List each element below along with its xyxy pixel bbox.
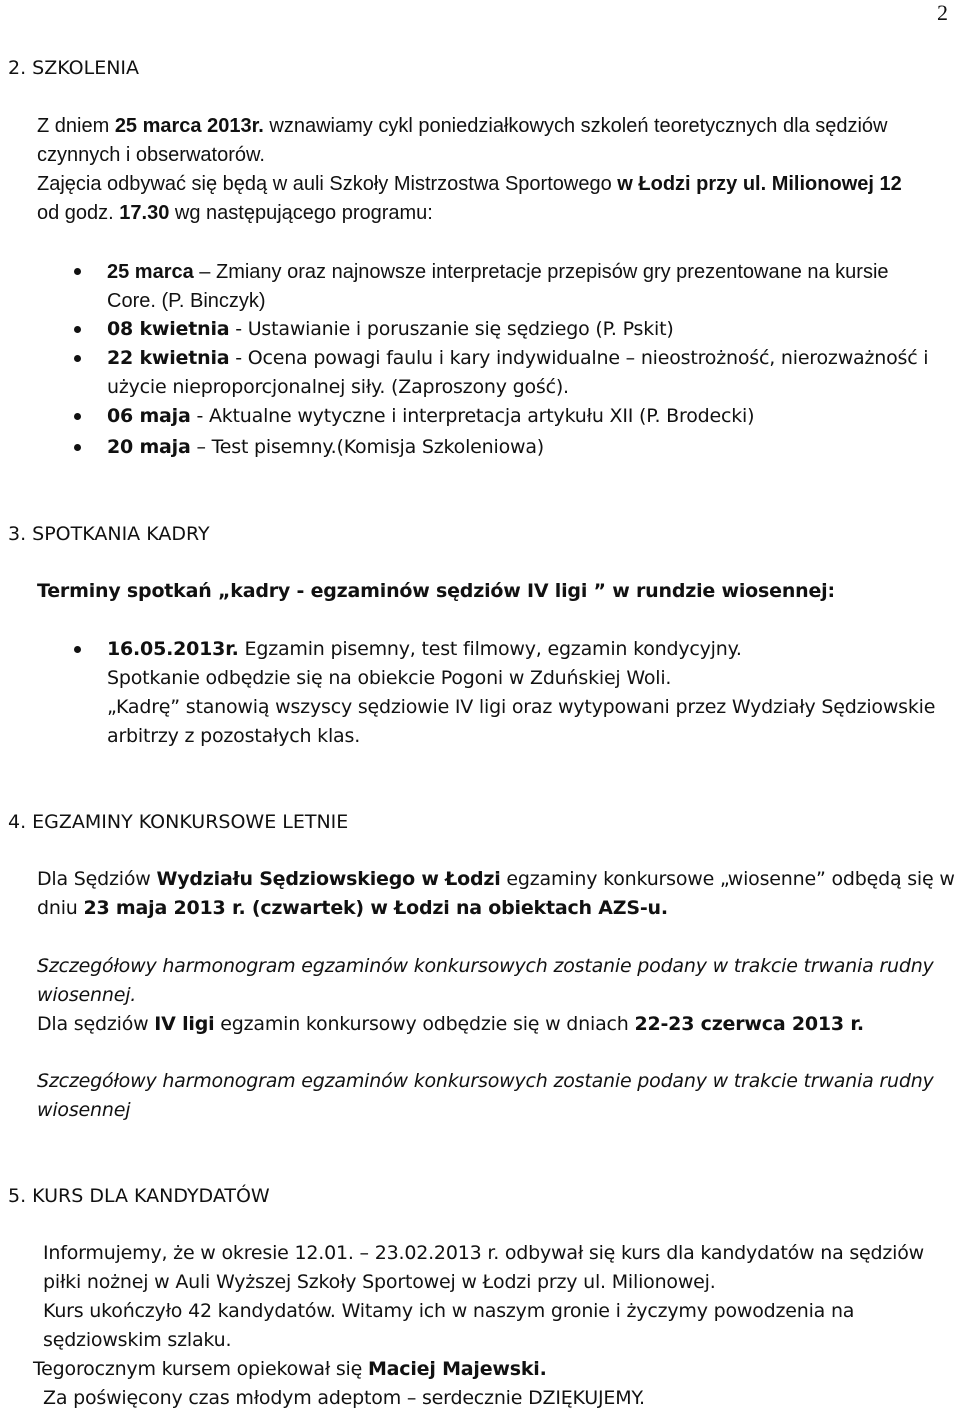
bullet-icon	[74, 326, 81, 333]
bullet-icon	[74, 355, 81, 362]
page-number: 2	[937, 0, 948, 25]
s5-line-1: Informujemy, że w okresie 12.01. – 23.02.2013 r. odbywał się kurs dla kandydatów na sędziów	[43, 1242, 925, 1264]
s2-para-line-1: Z dniem 25 marca 2013r. wznawiamy cykl poniedziałkowych szkoleń teoretycznych dla sędziów	[37, 115, 888, 137]
s5-line-2: piłki nożnej w Auli Wyższej Szkoły Sportowej w Łodzi przy ul. Milionowej.	[43, 1271, 716, 1293]
s3-line-4: arbitrzy z pozostałych klas.	[107, 725, 361, 747]
bullet-icon	[74, 444, 81, 451]
s2-para-line-4: od godz. 17.30 wg następującego programu:	[37, 202, 433, 224]
bullet-icon	[74, 646, 81, 653]
s4-line-1: Dla Sędziów Wydziału Sędziowskiego w Łodzi egzaminy konkursowe „wiosenne” odbędą się w	[37, 868, 955, 890]
section-5-heading: 5. KURS DLA KANDYDATÓW	[8, 1185, 270, 1207]
s4-line-6: Szczegółowy harmonogram egzaminów konkursowych zostanie podany w trakcie trwania rudny	[37, 1070, 934, 1092]
bullet-icon	[74, 268, 81, 275]
s2-para-line-3: Zajęcia odbywać się będą w auli Szkoły Mistrzostwa Sportowego w Łodzi przy ul. Milionowej 12	[37, 173, 902, 195]
s3-subheading: Terminy spotkań „kadry - egzaminów sędziów IV ligi ” w rundzie wiosennej:	[37, 580, 835, 602]
section-3-heading: 3. SPOTKANIA KADRY	[8, 523, 210, 545]
s5-line-5: Tegorocznym kursem opiekował się Maciej Majewski.	[33, 1358, 547, 1380]
s5-line-6: Za poświęcony czas młodym adeptom – serdecznie DZIĘKUJEMY.	[43, 1387, 645, 1409]
section-4-heading: 4. EGZAMINY KONKURSOWE LETNIE	[8, 811, 349, 833]
s4-line-3: Szczegółowy harmonogram egzaminów konkursowych zostanie podany w trakcie trwania rudny	[37, 955, 934, 977]
s4-line-2: dniu 23 maja 2013 r. (czwartek) w Łodzi na obiektach AZS-u.	[37, 897, 668, 919]
s3-line-3: „Kadrę” stanowią wszyscy sędziowie IV ligi oraz wytypowani przez Wydziały Sędziowskie	[107, 696, 936, 718]
s2-para-line-2: czynnych i obserwatorów.	[37, 144, 265, 166]
s3-item: 16.05.2013r. Egzamin pisemny, test filmowy, egzamin kondycyjny.	[107, 638, 742, 660]
s4-line-7: wiosennej	[37, 1099, 131, 1121]
bullet-icon	[74, 413, 81, 420]
section-2-heading: 2. SZKOLENIA	[8, 57, 140, 79]
s5-line-4: sędziowskim szlaku.	[43, 1329, 232, 1351]
s5-line-3: Kurs ukończyło 42 kandydatów. Witamy ich w naszym gronie i życzymy powodzenia na	[43, 1300, 855, 1322]
s4-line-4: wiosennej.	[37, 984, 137, 1006]
s4-line-5: Dla sędziów IV ligi egzamin konkursowy odbędzie się w dniach 22-23 czerwca 2013 r.	[37, 1013, 864, 1035]
s3-line-2: Spotkanie odbędzie się na obiekcie Pogoni w Zduńskiej Woli.	[107, 667, 672, 689]
